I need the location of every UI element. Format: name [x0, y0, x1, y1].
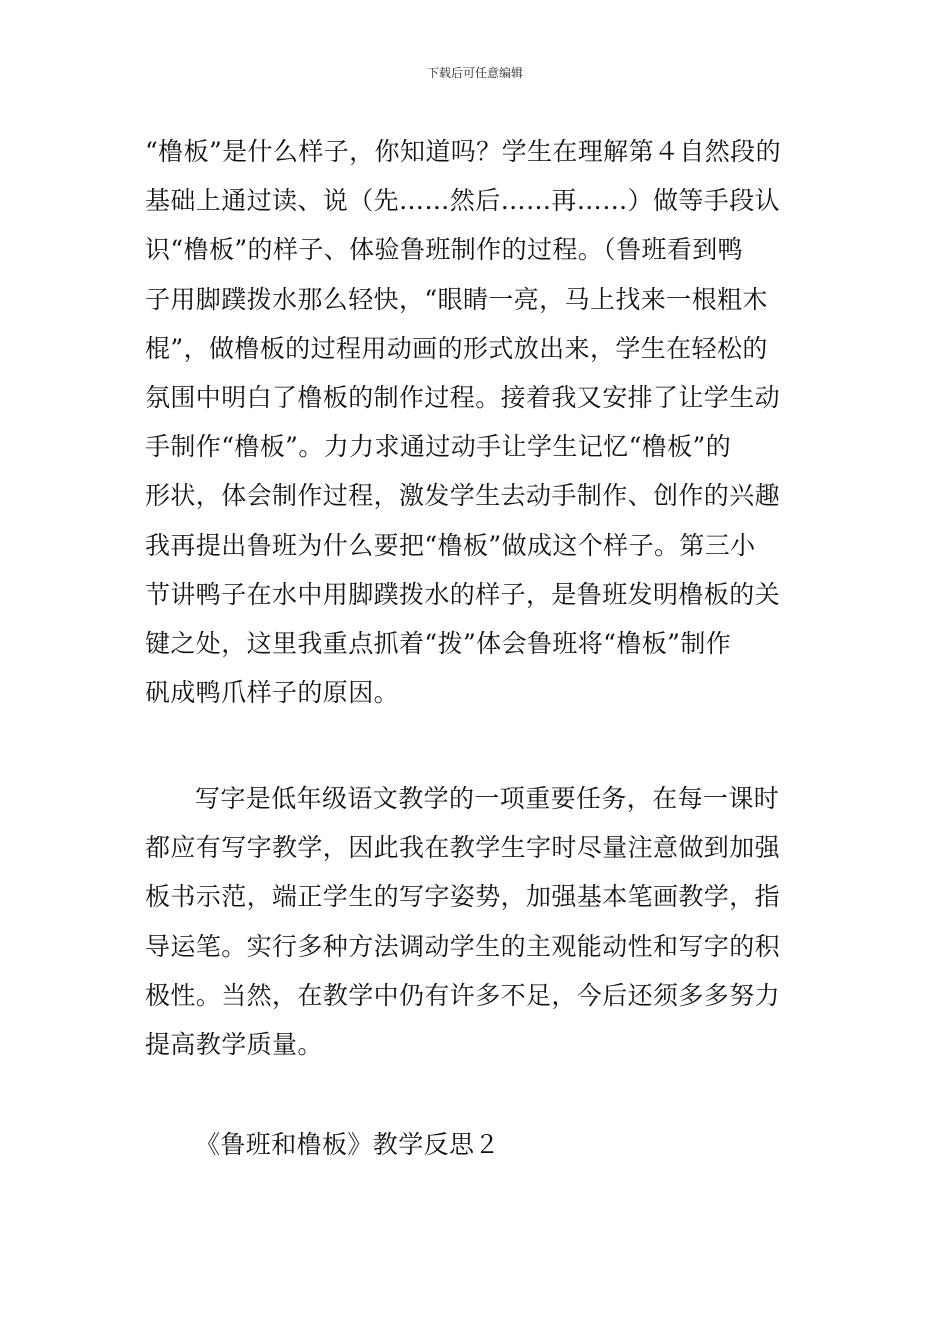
- text-line: 都应有写字教学，因此我在教学生字时尽量注意做到加强: [145, 833, 781, 863]
- text-line: 极性。当然，在教学中仍有许多不足，今后还须多多努力: [145, 980, 781, 1010]
- text-line: 识“橹板”的样子、体验鲁班制作的过程。（鲁班看到鸭: [145, 235, 744, 265]
- section-heading: [145, 1120, 810, 1169]
- page-header: 下载后可任意编辑: [426, 66, 523, 80]
- text-line: 棍”，做橹板的过程用动画的形式放出来，学生在轻松的: [145, 333, 768, 363]
- text-line: 板书示范，端正学生的写字姿势，加强基本笔画教学，指: [145, 882, 781, 912]
- section-title: 《鲁班和橹板》教学反思２: [195, 1130, 500, 1159]
- text-line: 矾成鸭爪样子的原因。: [145, 678, 400, 708]
- text-line: 导运笔。实行多种方法调动学生的主观能动性和写字的积: [145, 931, 781, 961]
- text-line: 提高教学质量。: [145, 1029, 323, 1059]
- text-line: 写字是低年级语文教学的一项重要任务，在每一课时: [195, 784, 780, 813]
- paragraph-1: [145, 127, 810, 717]
- text-line: 手制作“橹板”。力力求通过动手让学生记忆“橹板”的: [145, 432, 732, 462]
- text-line: 键之处，这里我重点抓着“拨”体会鲁班将“橹板”制作: [145, 628, 732, 658]
- text-line: 节讲鸭子在水中用脚蹼拨水的样子，是鲁班发明橹板的关: [145, 579, 781, 609]
- text-line: “橹板”是什么样子，你知道吗？学生在理解第４自然段的: [145, 137, 781, 166]
- text-line: 子用脚蹼拨水那么轻快，“眼睛一亮，马上找来一根粗木: [145, 284, 768, 314]
- text-line: 基础上通过读、说（先……然后……再……）做等手段认: [145, 186, 781, 216]
- text-line: 我再提出鲁班为什么要把“橹板”做成这个样子。第三小: [145, 530, 756, 560]
- text-line: 氛围中明白了橹板的制作过程。接着我又安排了让学生动: [145, 382, 781, 412]
- paragraph-2: [145, 774, 810, 1069]
- text-line: 形状，体会制作过程，激发学生去动手制作、创作的兴趣: [145, 481, 781, 511]
